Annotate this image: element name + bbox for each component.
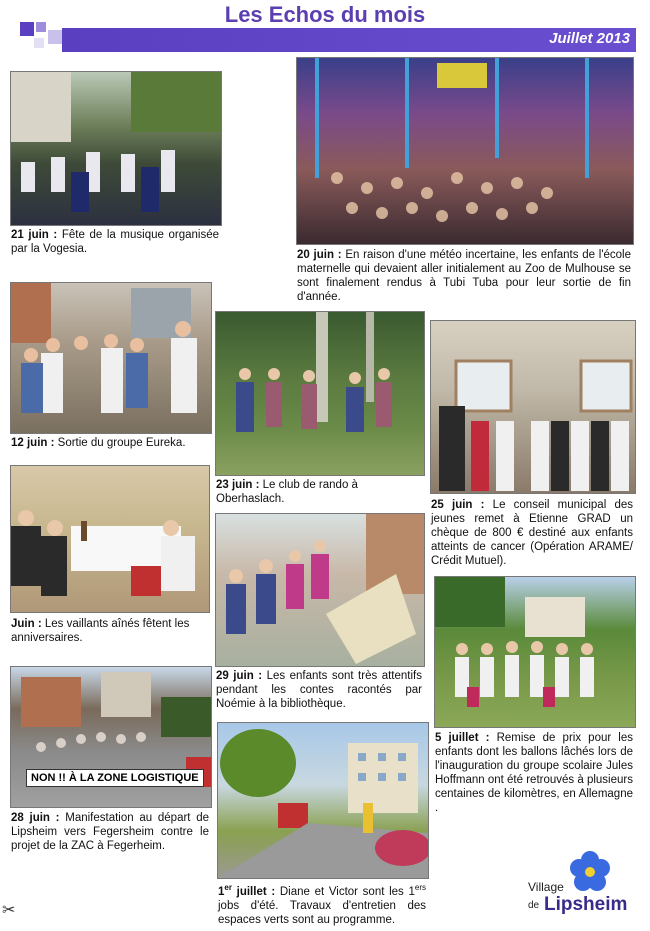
protest-sign: NON !! À LA ZONE LOGISTIQUE xyxy=(26,769,204,787)
photo-conseil-jeunes xyxy=(430,320,636,494)
caption-5-juillet: 5 juillet : Remise de prix pour les enfants dont les ballons lâchés lors de l'inauguration du groupe scolaire Jules Hoffmann ont été retrouvés à plusieurs centaines de kilomètres, en Allemagne . xyxy=(435,732,633,814)
photo-rando xyxy=(215,311,425,476)
village-logo xyxy=(520,850,640,920)
photo-remise-prix xyxy=(434,576,636,728)
caption-29-juin: 29 juin : Les enfants sont très attentifs pendant les contes racontés par Noémie à la bibliothèque. xyxy=(216,670,422,710)
logo-name-text: Lipsheim xyxy=(544,894,628,915)
scissors-icon: ✂ xyxy=(2,902,16,919)
photo-fete-musique xyxy=(10,71,222,226)
photo-bibliotheque xyxy=(215,513,425,667)
caption-25-juin: 25 juin : Le conseil municipal des jeunes remet à Etienne GRAD un chèque de 800 € destiné aux enfants atteints de cancer (Opération ARAME/ Crédit Mutuel). xyxy=(431,499,633,567)
caption-21-juin: 21 juin : Fête de la musique organisée par la Vogesia. xyxy=(11,229,220,255)
caption-28-juin: 28 juin : Manifestation au départ de Lipsheim vers Fegersheim contre le projet de la ZAC à Fegerheim. xyxy=(11,812,210,852)
page-title: Les Echos du mois xyxy=(224,2,426,27)
photo-eureka xyxy=(10,282,212,434)
logo-village-text: Village xyxy=(528,880,564,894)
photo-tubi-tuba xyxy=(296,57,634,245)
photo-aines xyxy=(10,465,210,613)
logo-de-text: de xyxy=(528,900,540,911)
caption-20-juin: 20 juin : En raison d'une météo incertaine, les enfants de l'école maternelle qui devaient aller initialement au Zoo de Mulhouse se sont finalement rendus à Tubi Tuba pour leur sortie de fin d'année. xyxy=(297,249,632,303)
photo-jobs-ete xyxy=(217,722,429,879)
caption-1er-juillet: 1er juillet : Diane et Victor sont les 1ers jobs d'été. Travaux d'entretien des espaces verts sont au programme. xyxy=(218,883,426,926)
caption-juin: Juin : Les vaillants aînés fêtent les anniversaires. xyxy=(11,618,190,644)
caption-23-juin: 23 juin : Le club de rando à Oberhaslach. xyxy=(216,479,358,505)
issue-date: Juillet 2013 xyxy=(549,30,630,47)
flower-icon xyxy=(568,850,612,894)
caption-12-juin: 12 juin : Sortie du groupe Eureka. xyxy=(11,437,186,449)
